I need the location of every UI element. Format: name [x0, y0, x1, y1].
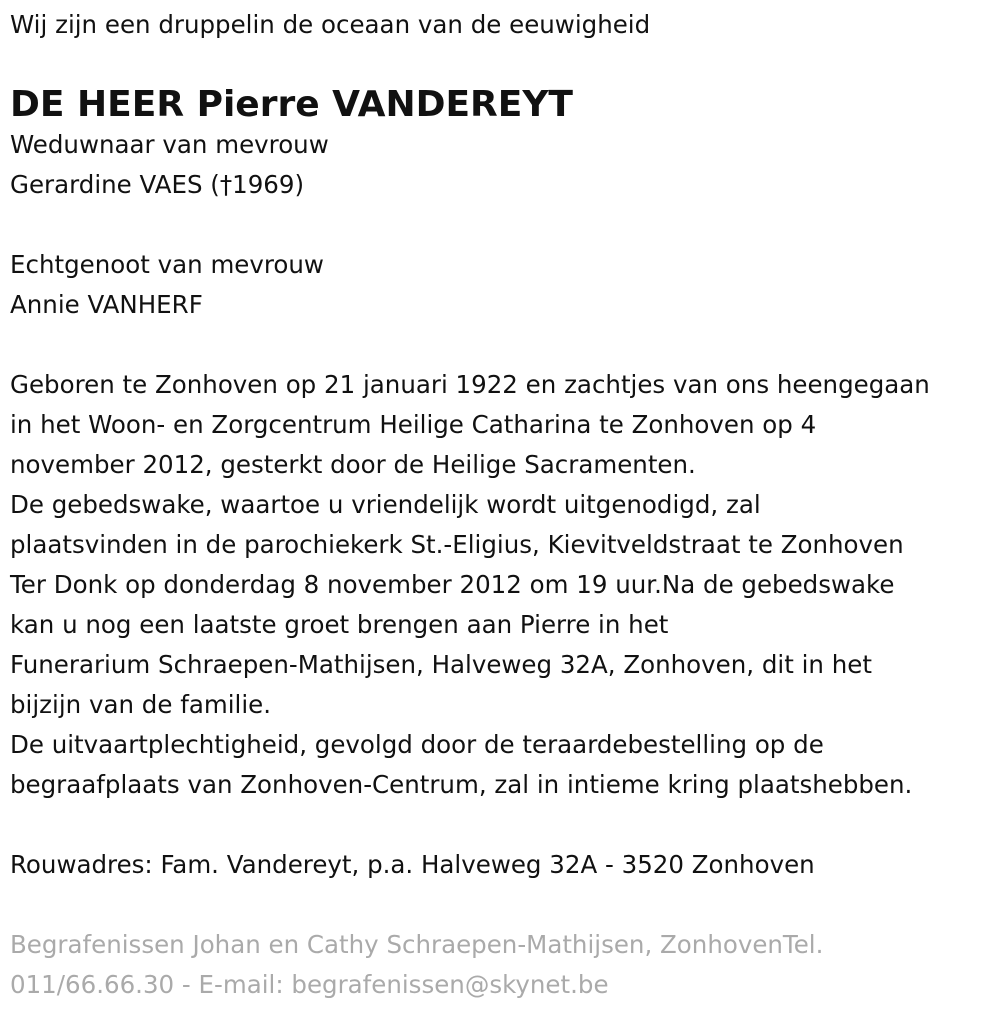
body-line: kan u nog een laatste groet brengen aan Pierre in het — [10, 610, 669, 639]
body-line: Geboren te Zonhoven op 21 januari 1922 en zachtjes van ons heengegaan — [10, 370, 930, 399]
funeral-director-footer — [10, 925, 990, 1005]
second-spouse-relation: Echtgenoot van mevrouw — [10, 250, 324, 279]
body-line: november 2012, gesterkt door de Heilige Sacramenten. — [10, 450, 696, 479]
spacer — [10, 205, 990, 245]
first-spouse-name: Gerardine VAES (†1969) — [10, 170, 305, 199]
body-line: De gebedswake, waartoe u vriendelijk wordt uitgenodigd, zal — [10, 490, 761, 519]
body-line: plaatsvinden in de parochiekerk St.-Eligius, Kievitveldstraat te Zonhoven — [10, 530, 904, 559]
mourning-address: Rouwadres: Fam. Vandereyt, p.a. Halveweg 32A - 3520 Zonhoven — [10, 850, 815, 879]
body-line: bijzijn van de familie. — [10, 690, 271, 719]
spacer — [10, 325, 990, 365]
spacer — [10, 805, 990, 845]
motto-text: Wij zijn een druppelin de oceaan van de eeuwigheid — [10, 10, 651, 39]
deceased-name: DE HEER Pierre VANDEREYT — [10, 84, 573, 125]
spacer — [10, 885, 990, 925]
second-spouse-name: Annie VANHERF — [10, 290, 203, 319]
first-spouse-relation: Weduwnaar van mevrouw — [10, 130, 329, 159]
notice-body — [10, 365, 990, 805]
body-line: Funerarium Schraepen-Mathijsen, Halveweg 32A, Zonhoven, dit in het — [10, 650, 872, 679]
footer-line-contact: 011/66.66.30 - E-mail: begrafenissen@skynet.be — [10, 970, 609, 999]
body-line: Ter Donk op donderdag 8 november 2012 om 19 uur.Na de gebedswake — [10, 570, 895, 599]
body-line: in het Woon- en Zorgcentrum Heilige Catharina te Zonhoven op 4 — [10, 410, 817, 439]
footer-line-company: Begrafenissen Johan en Cathy Schraepen-Mathijsen, ZonhovenTel. — [10, 930, 824, 959]
body-line: De uitvaartplechtigheid, gevolgd door de teraardebestelling op de — [10, 730, 824, 759]
body-line: begraafplaats van Zonhoven-Centrum, zal in intieme kring plaatshebben. — [10, 770, 913, 799]
